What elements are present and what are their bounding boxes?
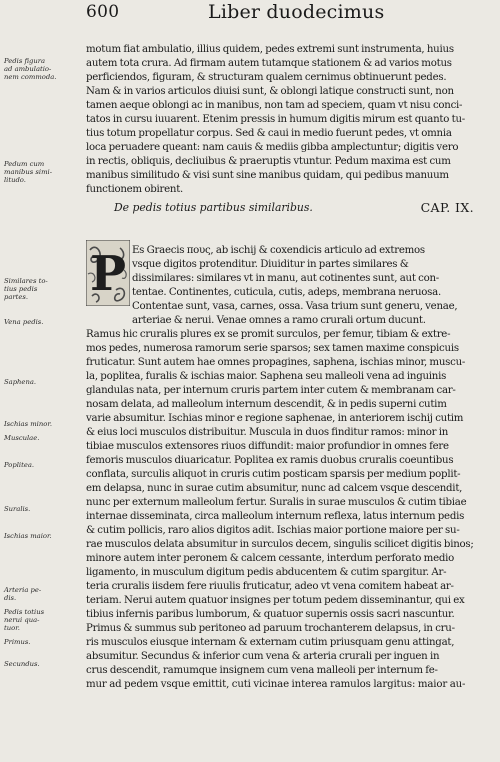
- text-line: la, poplitea, furalis & ischias maior. Saphena seu malleoli vena ad inguinis: [86, 371, 447, 382]
- text-line: perficiendos, figuram, & structuram qualem cernimus obtinuerunt pedes.: [86, 72, 447, 83]
- text-line: nunc per externum malleolum fertur. Suralis in surae musculos & cutim tibiae: [86, 497, 467, 508]
- text-line: Nam & in varios articulos diuisi sunt, & oblongi latique constructi sunt, non: [86, 86, 454, 97]
- margin-note: Pedis figura ad ambulatio- nem commoda.: [4, 57, 57, 82]
- text-line: tamen aeque oblongi ac in manibus, non tam ad speciem, quam vt nisu conci-: [86, 100, 463, 111]
- text-line: crus descendit, ramumque insignem cum vena malleoli per internum fe-: [86, 665, 438, 676]
- text-line: teria cruralis iisdem fere riuulis fruticatur, adeo vt vena comitem habeat ar-: [86, 581, 454, 592]
- text-line: Ramus hic cruralis plures ex se promit surculos, per femur, tibiam & extre-: [86, 329, 451, 340]
- text-line: & eius loci musculos distribuitur. Muscula in duos finditur ramos: minor in: [86, 427, 449, 438]
- page-number: 600: [86, 2, 120, 22]
- text-line: fruticatur. Sunt autem hae omnes propagines, saphena, ischias minor, muscu-: [86, 357, 466, 368]
- running-head: Liber duodecimus: [208, 1, 385, 23]
- chapter-number: CAP. IX.: [420, 200, 474, 215]
- svg-text:P: P: [89, 246, 127, 302]
- text-line: dissimilares: similares vt in manu, aut cotinentes sunt, aut con-: [132, 273, 440, 284]
- text-line: mos pedes, numerosa ramorum serie sparsos; sex tamen maxime conspicuis: [86, 343, 459, 354]
- text-line: tius totum propellatur corpus. Sed & caui in medio fuerunt pedes, vt omnia: [86, 128, 452, 139]
- margin-notes: [0, 0, 80, 762]
- text-line: ris musculos eiusque internam & externam cutim priusquam genu attingat,: [86, 637, 455, 648]
- text-line: internae disseminata, circa malleolum internum reflexa, latus internum pedis: [86, 511, 465, 522]
- text-line: em delapsa, nunc in surae cutim absumitur, nunc ad calcem vsque descendit,: [86, 483, 463, 494]
- chapter-heading: [114, 201, 484, 219]
- text-line: teriam. Nerui autem quatuor insignes per totum pedem disseminantur, qui ex: [86, 595, 465, 606]
- text-line: in rectis, obliquis, decliuibus & praeruptis vtuntur. Pedum maxima est cum: [86, 156, 451, 167]
- text-line: conflata, surculis aliquot in cruris cutim posticam sparsis per medium poplit-: [86, 469, 461, 480]
- margin-note: Ischias minor.: [4, 420, 52, 428]
- margin-note: Primus.: [4, 638, 31, 646]
- text-line: arteriae & nerui. Venae omnes a ramo crurali ortum ducunt.: [132, 315, 426, 326]
- text-line: Contentae sunt, vasa, carnes, ossa. Vasa trium sunt generu, venae,: [132, 301, 458, 312]
- text-line: absumitur. Secundus & inferior cum vena & arteria crurali per inguen in: [86, 651, 440, 662]
- margin-note: Poplitea.: [4, 461, 35, 469]
- text-line: loca peruadere queant: nam cauis & mediis gibba amplectuntur; digitis vero: [86, 142, 459, 153]
- text-line: femoris musculos diuaricatur. Poplitea ex ramis duobus cruralis coeuntibus: [86, 455, 454, 466]
- text-line: rae musculos delata absumitur in surculos decem, singulis scilicet digitis binos;: [86, 539, 474, 550]
- text-line: Primus & summus sub peritoneo ad paruum trochanterem delapsus, in cru-: [86, 623, 455, 634]
- text-line: ligamento, in musculum digitum pedis abducentem & cutim spargitur. Ar-: [86, 567, 447, 578]
- text-line: & cutim pollicis, raro alios digitos adit. Ischias maior portione maiore per su-: [86, 525, 460, 536]
- margin-note: Ischias maior.: [4, 532, 52, 540]
- margin-note: Secundus.: [4, 660, 40, 668]
- text-line: vsque digitos protenditur. Diuiditur in partes similares &: [132, 259, 409, 270]
- margin-note: Musculae.: [4, 434, 40, 442]
- text-line: autem tota crura. Ad firmam autem tutamque stationem & ad varios motus: [86, 58, 452, 69]
- text-line: nosam delata, ad malleolum internum descendit, & in pedis superni cutim: [86, 399, 447, 410]
- margin-note: Suralis.: [4, 505, 31, 513]
- ornamental-initial: [86, 240, 130, 306]
- margin-note: Pedum cum manibus simi- litudo.: [4, 160, 53, 185]
- text-line: tentae. Continentes, cuticula, cutis, adeps, membrana neruosa.: [132, 287, 441, 298]
- margin-note: Similares to- tius pedis partes.: [4, 277, 48, 302]
- text-line: glandulas nata, per internum cruris partem inter cutem & membranam car-: [86, 385, 456, 396]
- text-line: functionem obirent.: [86, 184, 184, 195]
- text-line: tibius infernis paribus lumborum, & quatuor supernis ossis sacri nascuntur.: [86, 609, 455, 620]
- text-line: motum fiat ambulatio, illius quidem, pedes extremi sunt instrumenta, huius: [86, 44, 454, 55]
- margin-note: Pedis totius nerui qua- tuor.: [4, 608, 45, 633]
- chapter-title: De pedis totius partibus similaribus.: [114, 201, 313, 214]
- ornamental-initial-image: [86, 240, 130, 306]
- text-line: tatos in cursu iuuarent. Etenim pressis in humum digitis mirum est quanto tu-: [86, 114, 465, 125]
- text-line: mur ad pedem vsque emittit, cuti vicinae interea ramulos largitus: maior au-: [86, 679, 466, 690]
- margin-note: Arteria pe- dis.: [4, 586, 42, 603]
- text-line: Es Graecis πους, ab ischij & coxendicis articulo ad extremos: [132, 245, 425, 256]
- margin-note: Saphena.: [4, 378, 37, 386]
- text-line: tibiae musculos extensores riuos diffundit: maior profundior in omnes fere: [86, 441, 449, 452]
- text-line: minore autem inter peronem & calcem cessante, interdum perforato medio: [86, 553, 455, 564]
- text-line: manibus similitudo & visi sunt sine manibus quidam, qui pedibus manuum: [86, 170, 449, 181]
- margin-note: Vena pedis.: [4, 318, 44, 326]
- text-line: varie absumitur. Ischias minor e regione saphenae, in anteriorem ischij cutim: [86, 413, 464, 424]
